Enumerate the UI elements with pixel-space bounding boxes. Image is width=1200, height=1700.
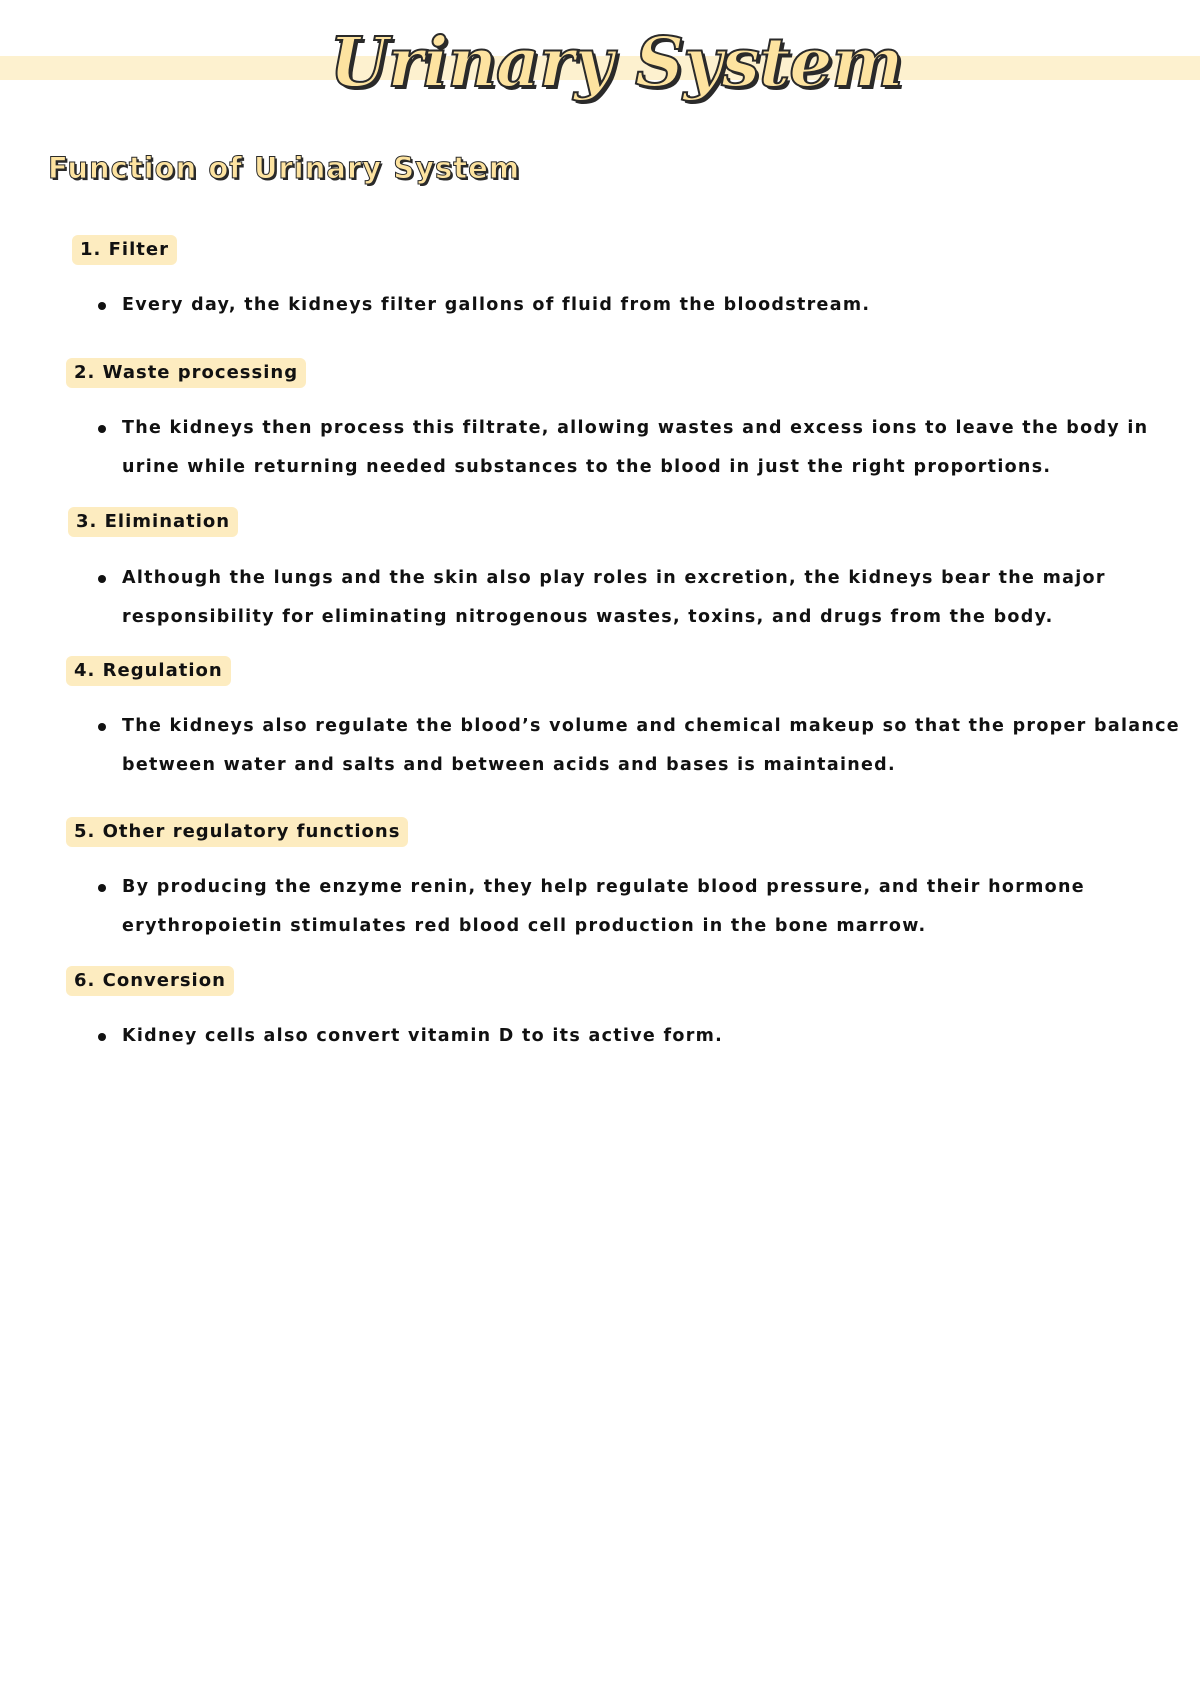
- bullet-icon: [98, 723, 106, 731]
- item-body-waste-processing: [98, 409, 1188, 487]
- section-heading: Function of Urinary System: [48, 151, 521, 185]
- item-label-filter: 1. Filter: [72, 235, 177, 265]
- item-body-conversion: [98, 1017, 1188, 1056]
- list-item: [98, 286, 1188, 325]
- list-item: [98, 707, 1188, 785]
- item-body-filter: [98, 286, 1188, 325]
- item-label-elimination: 3. Elimination: [68, 507, 238, 537]
- bullet-icon: [98, 575, 106, 583]
- list-item: [98, 1017, 1188, 1056]
- item-body-other-regulatory-functions: [98, 868, 1188, 946]
- list-item: [98, 868, 1188, 946]
- bullet-icon: [98, 302, 106, 310]
- list-item-text: Although the lungs and the skin also play roles in excretion, the kidneys bear the major responsibility for eliminating nitrogenous wastes, toxins, and drugs from the body.: [122, 568, 1106, 627]
- bullet-icon: [98, 425, 106, 433]
- list-item-text: The kidneys then process this filtrate, allowing wastes and excess ions to leave the body in urine while returning needed substances to the blood in just the right proportions.: [122, 418, 1149, 477]
- bullet-icon: [98, 884, 106, 892]
- item-label-other-regulatory-functions: 5. Other regulatory functions: [66, 817, 408, 847]
- item-label-regulation: 4. Regulation: [66, 656, 231, 686]
- list-item: [98, 559, 1188, 637]
- list-item-text: By producing the enzyme renin, they help regulate blood pressure, and their hormone erythropoietin stimulates red blood cell production in the bone marrow.: [122, 877, 1085, 936]
- item-body-elimination: [98, 559, 1188, 637]
- item-body-regulation: [98, 707, 1188, 785]
- list-item-text: Kidney cells also convert vitamin D to its active form.: [122, 1026, 724, 1046]
- bullet-icon: [98, 1033, 106, 1041]
- page-title: Urinary System: [329, 23, 903, 103]
- list-item-text: The kidneys also regulate the blood’s volume and chemical makeup so that the proper balance between water and salts and between acids and bases is maintained.: [122, 716, 1180, 775]
- item-label-conversion: 6. Conversion: [66, 966, 234, 996]
- list-item-text: Every day, the kidneys filter gallons of fluid from the bloodstream.: [122, 295, 871, 315]
- list-item: [98, 409, 1188, 487]
- item-label-waste-processing: 2. Waste processing: [66, 358, 306, 388]
